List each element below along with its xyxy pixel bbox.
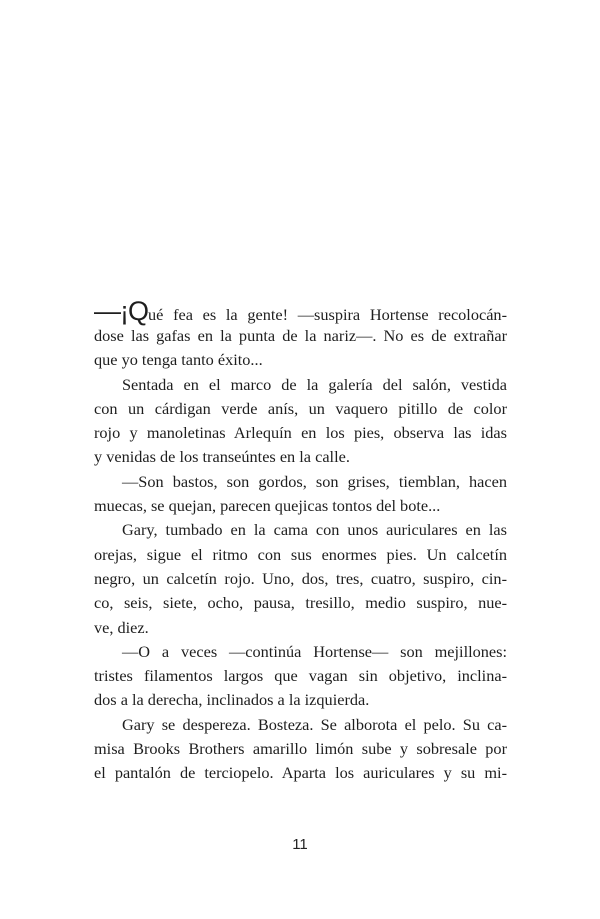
text-line: —Son bastos, son gordos, son grises, tiemblan, hacen (122, 471, 507, 491)
text-line: muecas, se quejan, parecen quejicas tontos del bote... (94, 496, 441, 516)
text-line: que yo tenga tanto éxito... (94, 350, 263, 370)
text-line: y venidas de los transeúntes en la calle. (94, 447, 350, 467)
drop-cap: —¡Q (94, 296, 148, 326)
text-line: Gary se despereza. Bosteza. Se alborota el pelo. Su ca- (122, 714, 507, 734)
text-line: Sentada en el marco de la galería del salón, vestida (122, 374, 507, 394)
text-line: dose las gafas en la punta de la nariz—. No es de extrañar (94, 326, 507, 345)
body-text (94, 298, 507, 786)
text-line: Gary, tumbado en la cama con unos auriculares en las (122, 520, 507, 540)
text-line: dos a la derecha, inclinados a la izquierda. (94, 690, 370, 710)
text-line: el pantalón de terciopelo. Aparta los auriculares y su mi- (94, 763, 507, 783)
page-number: 11 (292, 836, 308, 853)
opening-line-rest: ué fea es la gente! —suspira Hortense recolocán- (148, 305, 507, 324)
text-line-opening (94, 298, 507, 324)
text-line: orejas, sigue el ritmo con sus enormes pies. Un calcetín (94, 544, 507, 564)
text-line: con un cárdigan verde anís, un vaquero pitillo de color (94, 398, 507, 418)
text-line: misa Brooks Brothers amarillo limón sube y sobresale por (94, 739, 507, 759)
text-line: tristes filamentos largos que vagan sin objetivo, inclina- (94, 666, 507, 686)
text-line: —O a veces —continúa Hortense— son mejillones: (122, 641, 507, 661)
text-line: co, seis, siete, ocho, pausa, tresillo, medio suspiro, nue- (94, 593, 507, 613)
text-line: rojo y manoletinas Arlequín en los pies, observa las idas (94, 423, 507, 443)
text-line: ve, diez. (94, 617, 149, 637)
text-line: negro, un calcetín rojo. Uno, dos, tres, cuatro, suspiro, cin- (94, 568, 507, 588)
